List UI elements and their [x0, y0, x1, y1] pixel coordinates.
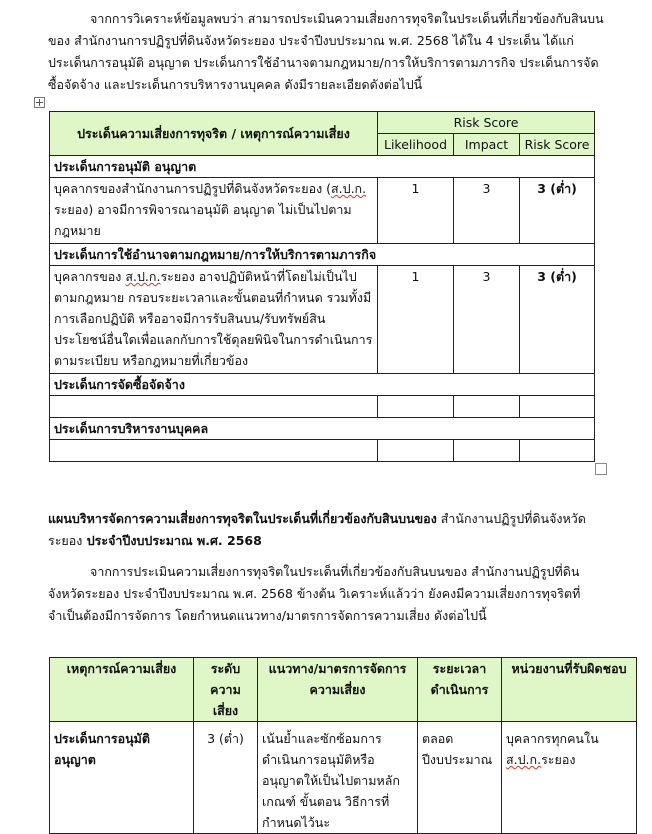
intro-paragraph: จากการวิเคราะห์ข้อมูลพบว่า สามารถประเมินความเสี่ยงการทุจริตในประเด็นที่เกี่ยวข้องกับสินบน ของ สำนักงานการปฏิรูปที่ดินจังหวัดระยอง ประจำปีงบประมาณ พ.ศ. 2568 ได้ใน 4 ประเด็น ได้แก่ ประเด็นการอนุมัติ อนุญาต ประเด็นการใช้อำนาจตามกฎหมาย/การให้บริการตามภารกิจ ประเด็นการจัดซื้อจัดจ้าง และประเด็นการบริหารงานบุคคล ดังมีรายละเอียดดังต่อไปนี้ — [48, 11, 604, 92]
plan-row1-duration: ตลอดปีงบประมาณ — [418, 722, 502, 834]
plan-header-event: เหตุการณ์ความเสี่ยง — [50, 658, 194, 722]
table-move-handle-icon[interactable] — [34, 97, 45, 108]
plan-heading: แผนบริหารจัดการความเสี่ยงการทุจริตในประเด็นที่เกี่ยวข้องกับสินบนของ สำนักงานปฏิรูปที่ดินจังหวัดระยอง ประจำปีงบประมาณ พ.ศ. 2568 — [48, 511, 586, 548]
plan-header-measure: แนวทาง/มาตรการจัดการความเสี่ยง — [258, 658, 418, 722]
row1-impact: 3 — [454, 178, 520, 244]
plan-row1-unit: บุคลากรทุกคนใน ส.ป.ก.ระยอง — [502, 722, 637, 834]
section-approval: ประเด็นการอนุมัติ อนุญาต — [50, 156, 595, 178]
row1-likelihood: 1 — [378, 178, 454, 244]
plan-paragraph: จากการประเมินความเสี่ยงการทุจริตในประเด็นที่เกี่ยวข้องกับสินบนของ สำนักงานปฏิรูปที่ดินจังหวัดระยอง ประจำปีงบประมาณ พ.ศ. 2568 ข้างต้น วิเคราะห์แล้วว่า ยังคงมีความเสี่ยงการทุจริตที่จำเป็นต้องมีการจัดการ โดยกำหนดแนวทาง/มาตรการจัดการความเสี่ยง ดังต่อไปนี้ — [48, 564, 581, 623]
section-procurement: ประเด็นการจัดซื้อจัดจ้าง — [50, 374, 595, 396]
empty-row — [50, 396, 595, 418]
section-personnel: ประเด็นการบริหารงานบุคคล — [50, 418, 595, 440]
row2-score: 3 (ต่ำ) — [520, 266, 595, 374]
plan-table — [49, 657, 637, 834]
row1-score: 3 (ต่ำ) — [520, 178, 595, 244]
header-score: Risk Score — [520, 134, 595, 156]
plan-header-duration: ระยะเวลาดำเนินการ — [418, 658, 502, 722]
section-authority: ประเด็นการใช้อำนาจตามกฎหมาย/การให้บริการตามภารกิจ — [50, 244, 595, 266]
row2-impact: 3 — [454, 266, 520, 374]
empty-row — [50, 440, 595, 462]
plan-header-level: ระดับความเสี่ยง — [194, 658, 258, 722]
risk-table — [49, 111, 595, 462]
header-issue: ประเด็นความเสี่ยงการทุจริต / เหตุการณ์ความเสี่ยง — [50, 112, 378, 156]
row2-likelihood: 1 — [378, 266, 454, 374]
table-resize-handle-icon[interactable] — [595, 463, 607, 475]
plan-header-unit: หน่วยงานที่รับผิดชอบ — [502, 658, 637, 722]
header-impact: Impact — [454, 134, 520, 156]
row1-description: บุคลากรของสำนักงานการปฏิรูปที่ดินจังหวัดระยอง (ส.ป.ก. ระยอง) อาจมีการพิจารณาอนุมัติ อนุญาต ไม่เป็นไปตามกฎหมาย — [50, 178, 378, 244]
row2-description: บุคลากรของ ส.ป.ก.ระยอง อาจปฏิบัติหน้าที่โดยไม่เป็นไปตามกฎหมาย กรอบระยะเวลาและขั้นตอนที่กำหนด รวมทั้งมีการเลือกปฏิบัติ หรืออาจมีการรับสินบน/รับทรัพย์สินประโยชน์อื่นใดเพื่อแลกกับการใช้ดุลยพินิจในการดำเนินการตามระเบียบ หรือกฎหมายที่เกี่ยวข้อง — [50, 266, 378, 374]
header-likelihood: Likelihood — [378, 134, 454, 156]
plan-row1-event: ประเด็นการอนุมัติ อนุญาต — [50, 722, 194, 834]
plan-row1-measure: เน้นย้ำและซักซ้อมการดำเนินการอนุมัติหรืออนุญาตให้เป็นไปตามหลักเกณฑ์ ขั้นตอน วิธีการที่กำหนดไว้นะ — [258, 722, 418, 834]
header-risk-score: Risk Score — [378, 112, 595, 134]
plan-row1-level: 3 (ต่ำ) — [194, 722, 258, 834]
